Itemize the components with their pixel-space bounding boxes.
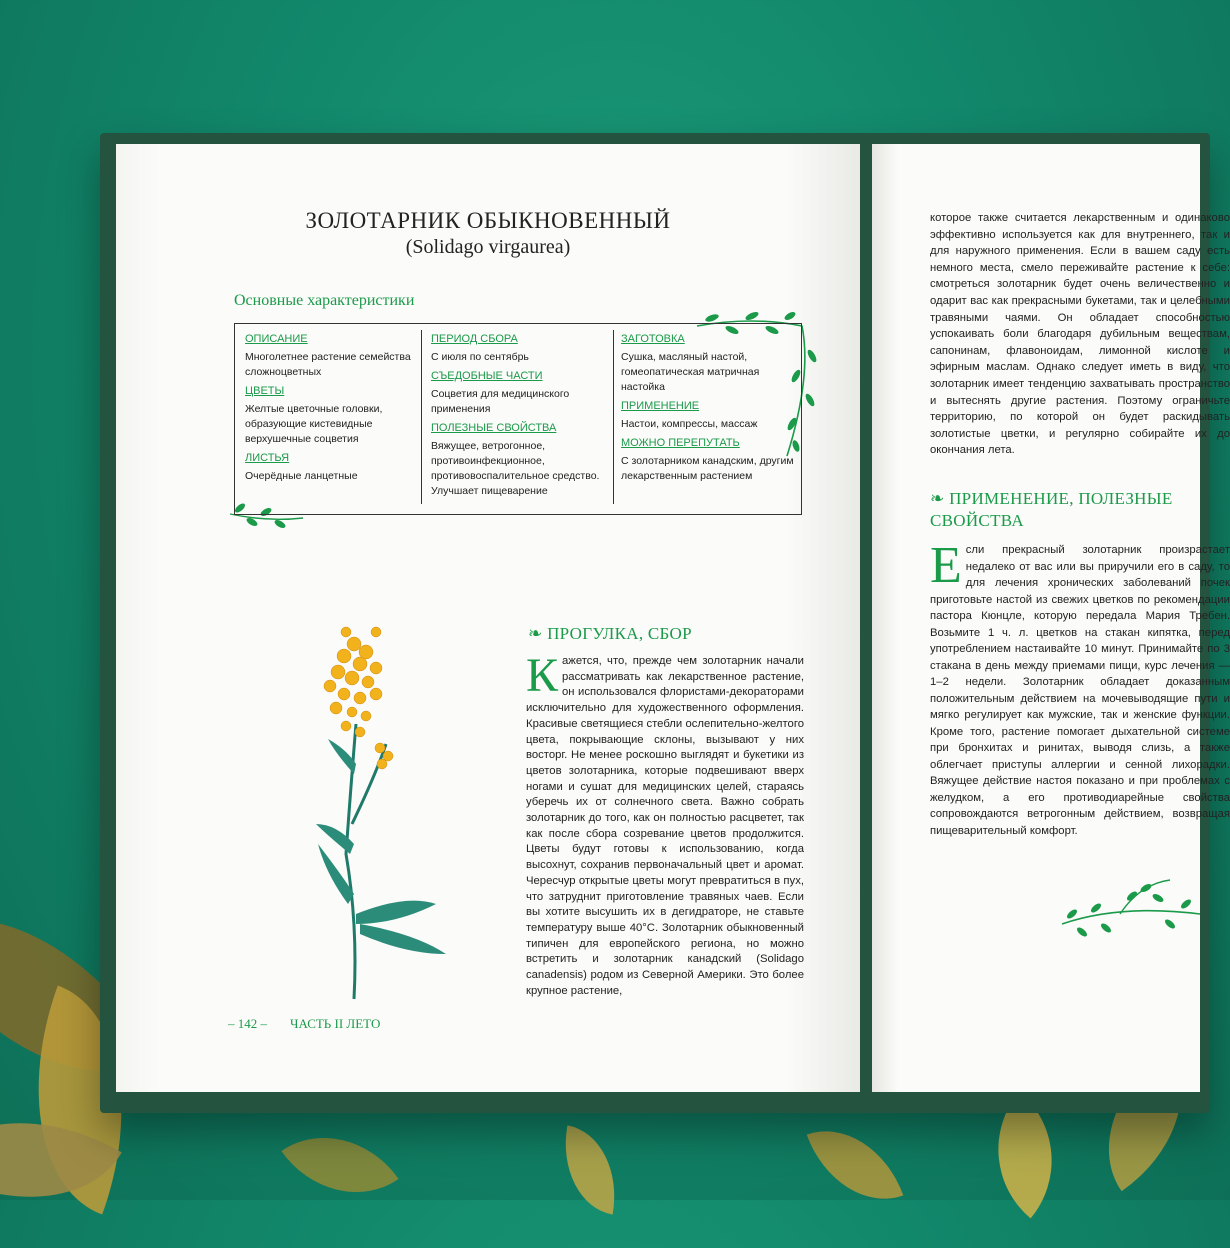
walk-heading-text: ПРОГУЛКА, СБОР [547,624,692,643]
application-text: сли прекрасный золотарник произрастает недалеко от вас или вы приручили его в саду, то для лечения хронических заболеваний почек приготовьте настой из свежих цветков по рекомендации пастора Кюнцле, которую передала Мария Требен. Возьмите 1 ч. л. цветков на стакан кипятка, перед употреблением настаивайте 10 минут. Принимайте по 3 стакана в день между приемами пищи, курс лечения — 1–2 недели. Золотарник обладает доказанным положительным действием на мочевыводящие пути и мягко регулирует как мужские, так и женские функции. Кроме того, растение помогает дыхательной системе при бронхитах и ринитах, выводя слизь, а также облегчает приступы аллергии и сенной лихорадки. Вяжущее действие настоя показано и при проблемах с желудком, а его противодиарейные свойства сопровождаются ветрогонным действием, возвращая пищеварительный комфорт. [930,544,1230,837]
walk-text-block [526,649,804,999]
drop-cap: К [526,649,559,702]
characteristics-heading: Основные характеристики [234,292,415,309]
vine-ornament-right [1060,874,1200,954]
label-description: ОПИСАНИЕ [245,333,308,345]
characteristics-column-2 [431,332,607,503]
value-description: Многолетнее растение семейства сложноцветных [245,351,411,378]
value-edible-parts: Соцветия для медицинского применения [431,388,570,415]
label-edible-parts: СЪЕДОБНЫЕ ЧАСТИ [431,370,543,382]
plant-title: ЗОЛОТАРНИК ОБЫКНОВЕННЫЙ [305,208,671,233]
walk-text: ажется, что, прежде чем золотарник начали рассматривать как лекарственное растение, он использовался флористами-декораторами исключительно для художественного оформления. Красивые светящиеся стебли ослепительно-желтого цвета, покрывающие склоны, вызывают у них восторг. Не менее роскошно выглядят и букетики из цветов золотарника, которые подвешивают вверх ногами и сушат для медицинских целей, стараясь уберечь их от солнечного света. Важно собрать золотарник до того, как он полностью расцветет, так как после сбора созревание цветов продолжится. Цветы будут готовы к использованию, когда высохнут, сохранив первоначальный цвет и аромат. Чересчур открытые цветы могут превратиться в пух, что затруднит приготовление травяных чаев. Если вы хотите высушить их в дегидраторе, не ставьте температуру выше 40°С. Золотарник обыкновенный типичен для европейского региона, но можно встретить и золотарник канадский (Solidago canadensis) родом из Северной Америки. Это более крупное растение, [526,655,804,997]
application-heading-text: ПРИМЕНЕНИЕ, ПОЛЕЗНЫЕ СВОЙСТВА [930,489,1173,530]
label-harvest-period: ПЕРИОД СБОРА [431,333,518,345]
value-useful-properties: Вяжущее, ветрогонное, противоинфекционное, противовоспалительное средство. Улучшает пищеварение [431,440,600,497]
right-top-text: которое также считается лекарственным и одинаково эффективно используется как для внутреннего, так и для наружного применения. Если в вашем саду есть немного места, смело переживайте растение к себе: смотреться золотарник будет очень величественно и одарит вас как прекрасными букетами, так и целебными травяными чаями. Он обладает способностью успокаивать боли благодаря дубильным веществам, сапонинам, флавоноидам, лимонной кислоте и эфирным маслам. Однако следует иметь в виду, что золотарник имеет тенденцию захватывать пространство и вытеснять другие растения. Поэтому ограничьте территорию, по которой он будет раскидывать золотистые цветки, и регулярно собирайте их до окончания лета. [930,212,1230,457]
left-page [116,144,860,1092]
value-flowers: Желтые цветочные головки, образующие кистевидные верхушечные соцветия [245,403,383,445]
walk-heading [528,624,692,644]
label-useful-properties: ПОЛЕЗНЫЕ СВОЙСТВА [431,422,557,434]
footer-section: ЧАСТЬ II ЛЕТО [290,1016,381,1031]
drop-cap: Е [930,537,962,594]
label-confusion: МОЖНО ПЕРЕПУТАТЬ [621,437,740,449]
value-confusion: С золотарником канадским, другим лекарственным растением [621,455,794,482]
application-text-block [930,537,1230,839]
column-divider [613,330,614,504]
leaf-sprig-icon: ❧ [528,624,548,643]
right-page [872,144,1230,1092]
value-preparation: Сушка, масляный настой, гомеопатическая матричная настойка [621,351,760,393]
characteristics-column-3 [621,332,795,488]
label-application: ПРИМЕНЕНИЕ [621,400,700,412]
label-flowers: ЦВЕТЫ [245,385,285,397]
application-heading [930,488,1230,532]
value-leaves: Очерёдные ланцетные [245,470,358,482]
goldenrod-illustration [316,624,486,1004]
value-harvest-period: С июля по сентябрь [431,351,529,363]
value-application: Настои, компрессы, массаж [621,418,758,430]
column-divider [421,330,422,504]
characteristics-box [234,323,802,515]
plant-latin-name: (Solidago virgaurea) [405,236,571,258]
label-leaves: ЛИСТЬЯ [245,452,290,464]
characteristics-column-1 [245,332,415,488]
leaf-sprig-icon: ❧ [930,489,950,508]
page-number: – 142 – [228,1016,267,1031]
label-preparation: ЗАГОТОВКА [621,333,685,345]
